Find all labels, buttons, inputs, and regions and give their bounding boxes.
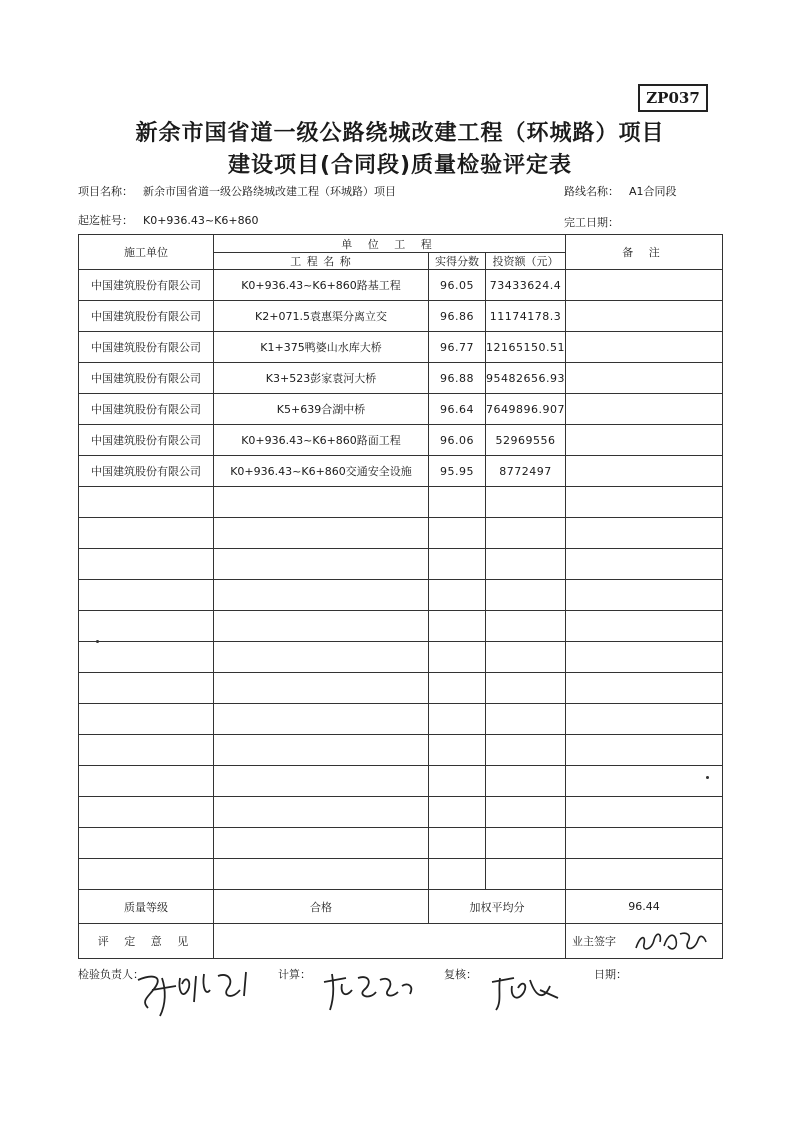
- cell-investment: 8772497: [486, 456, 566, 487]
- page-title: 新余市国省道一级公路绕城改建工程（环城路）项目: [135, 121, 665, 146]
- cell-investment: 11174178.3: [486, 301, 566, 332]
- cell-remarks: [566, 425, 723, 456]
- cell-unit: 中国建筑股份有限公司: [79, 394, 214, 425]
- empty-row: [79, 828, 723, 859]
- review-label: 复核：: [444, 968, 477, 981]
- project-name-label: 项目名称：: [78, 185, 133, 198]
- cell-remarks: [566, 394, 723, 425]
- cell-unit: 中国建筑股份有限公司: [79, 363, 214, 394]
- cell-remarks: [566, 332, 723, 363]
- stake-value: K0+936.43~K6+860: [143, 214, 259, 227]
- route-field: [564, 183, 677, 199]
- eval-opinion: [214, 924, 566, 959]
- empty-row: [79, 642, 723, 673]
- stake-field: [78, 212, 259, 228]
- date-field: [594, 966, 627, 982]
- owner-signature: [632, 926, 712, 956]
- header-unit-project: 单 位 工 程: [214, 235, 566, 253]
- grade-value: 合格: [214, 890, 429, 924]
- scan-speck: [96, 640, 99, 643]
- empty-row: [79, 487, 723, 518]
- cell-project-name: K1+375鸭婆山水库大桥: [214, 332, 429, 363]
- completion-date-field: [564, 214, 619, 230]
- cell-score: 96.06: [429, 425, 486, 456]
- weighted-avg-label: 加权平均分: [429, 890, 566, 924]
- evaluation-table: [78, 234, 723, 959]
- project-name-field: [78, 183, 396, 199]
- cell-score: 95.95: [429, 456, 486, 487]
- header-remarks: 备 注: [566, 235, 723, 270]
- calc-field: [278, 966, 311, 982]
- cell-remarks: [566, 270, 723, 301]
- table-row: [79, 394, 723, 425]
- route-label: 路线名称：: [564, 185, 619, 198]
- calc-label: 计算：: [278, 968, 311, 981]
- review-signature: [484, 968, 564, 1014]
- table-row: [79, 270, 723, 301]
- table-row: [79, 332, 723, 363]
- cell-project-name: K5+639合湖中桥: [214, 394, 429, 425]
- cell-investment: 12165150.51: [486, 332, 566, 363]
- scan-speck: [706, 776, 709, 779]
- cell-project-name: K0+936.43~K6+860交通安全设施: [214, 456, 429, 487]
- header-score: 实得分数: [429, 253, 486, 270]
- grade-label: 质量等级: [79, 890, 214, 924]
- cell-score: 96.86: [429, 301, 486, 332]
- header-project-name: 工 程 名 称: [214, 253, 429, 270]
- calc-signature: [318, 968, 418, 1014]
- cell-remarks: [566, 456, 723, 487]
- cell-investment: 73433624.4: [486, 270, 566, 301]
- empty-row: [79, 673, 723, 704]
- table-row: [79, 456, 723, 487]
- cell-project-name: K0+936.43~K6+860路面工程: [214, 425, 429, 456]
- cell-remarks: [566, 363, 723, 394]
- cell-score: 96.05: [429, 270, 486, 301]
- cell-score: 96.77: [429, 332, 486, 363]
- owner-sign-label: 业主签字: [572, 935, 616, 948]
- cell-investment: 95482656.93: [486, 363, 566, 394]
- empty-row: [79, 611, 723, 642]
- inspector-signature: [132, 960, 262, 1020]
- cell-project-name: K3+523彭家袁河大桥: [214, 363, 429, 394]
- header-row-top: [79, 235, 723, 253]
- cell-unit: 中国建筑股份有限公司: [79, 425, 214, 456]
- cell-unit: 中国建筑股份有限公司: [79, 301, 214, 332]
- route-value: A1合同段: [629, 185, 677, 198]
- project-name-value: 新余市国省道一级公路绕城改建工程（环城路）项目: [143, 185, 396, 198]
- cell-unit: 中国建筑股份有限公司: [79, 456, 214, 487]
- table-row: [79, 425, 723, 456]
- empty-row: [79, 518, 723, 549]
- date-label: 日期：: [594, 968, 627, 981]
- cell-unit: 中国建筑股份有限公司: [79, 270, 214, 301]
- evaluation-row: [79, 924, 723, 959]
- owner-signature-cell: [566, 924, 723, 959]
- inspector-label: 检验负责人：: [78, 968, 144, 981]
- empty-row: [79, 735, 723, 766]
- header-unit: 施工单位: [79, 235, 214, 270]
- empty-row: [79, 859, 723, 890]
- empty-row: [79, 580, 723, 611]
- table-row: [79, 301, 723, 332]
- weighted-avg-value: 96.44: [566, 890, 723, 924]
- cell-unit: 中国建筑股份有限公司: [79, 332, 214, 363]
- review-field: [444, 966, 477, 982]
- cell-remarks: [566, 301, 723, 332]
- header-investment: 投资额（元）: [486, 253, 566, 270]
- empty-row: [79, 704, 723, 735]
- empty-row: [79, 766, 723, 797]
- cell-investment: 52969556: [486, 425, 566, 456]
- completion-date-label: 完工日期：: [564, 216, 619, 229]
- empty-row: [79, 549, 723, 580]
- cell-score: 96.88: [429, 363, 486, 394]
- table-row: [79, 363, 723, 394]
- cell-investment: 7649896.907: [486, 394, 566, 425]
- form-code: ZP037: [638, 84, 708, 112]
- page-subtitle: 建设项目(合同段)质量检验评定表: [227, 153, 573, 178]
- empty-row: [79, 797, 723, 828]
- cell-project-name: K0+936.43~K6+860路基工程: [214, 270, 429, 301]
- eval-label: 评 定 意 见: [79, 924, 214, 959]
- cell-project-name: K2+071.5袁惠渠分离立交: [214, 301, 429, 332]
- stake-label: 起迄桩号：: [78, 214, 133, 227]
- cell-score: 96.64: [429, 394, 486, 425]
- quality-grade-row: [79, 890, 723, 924]
